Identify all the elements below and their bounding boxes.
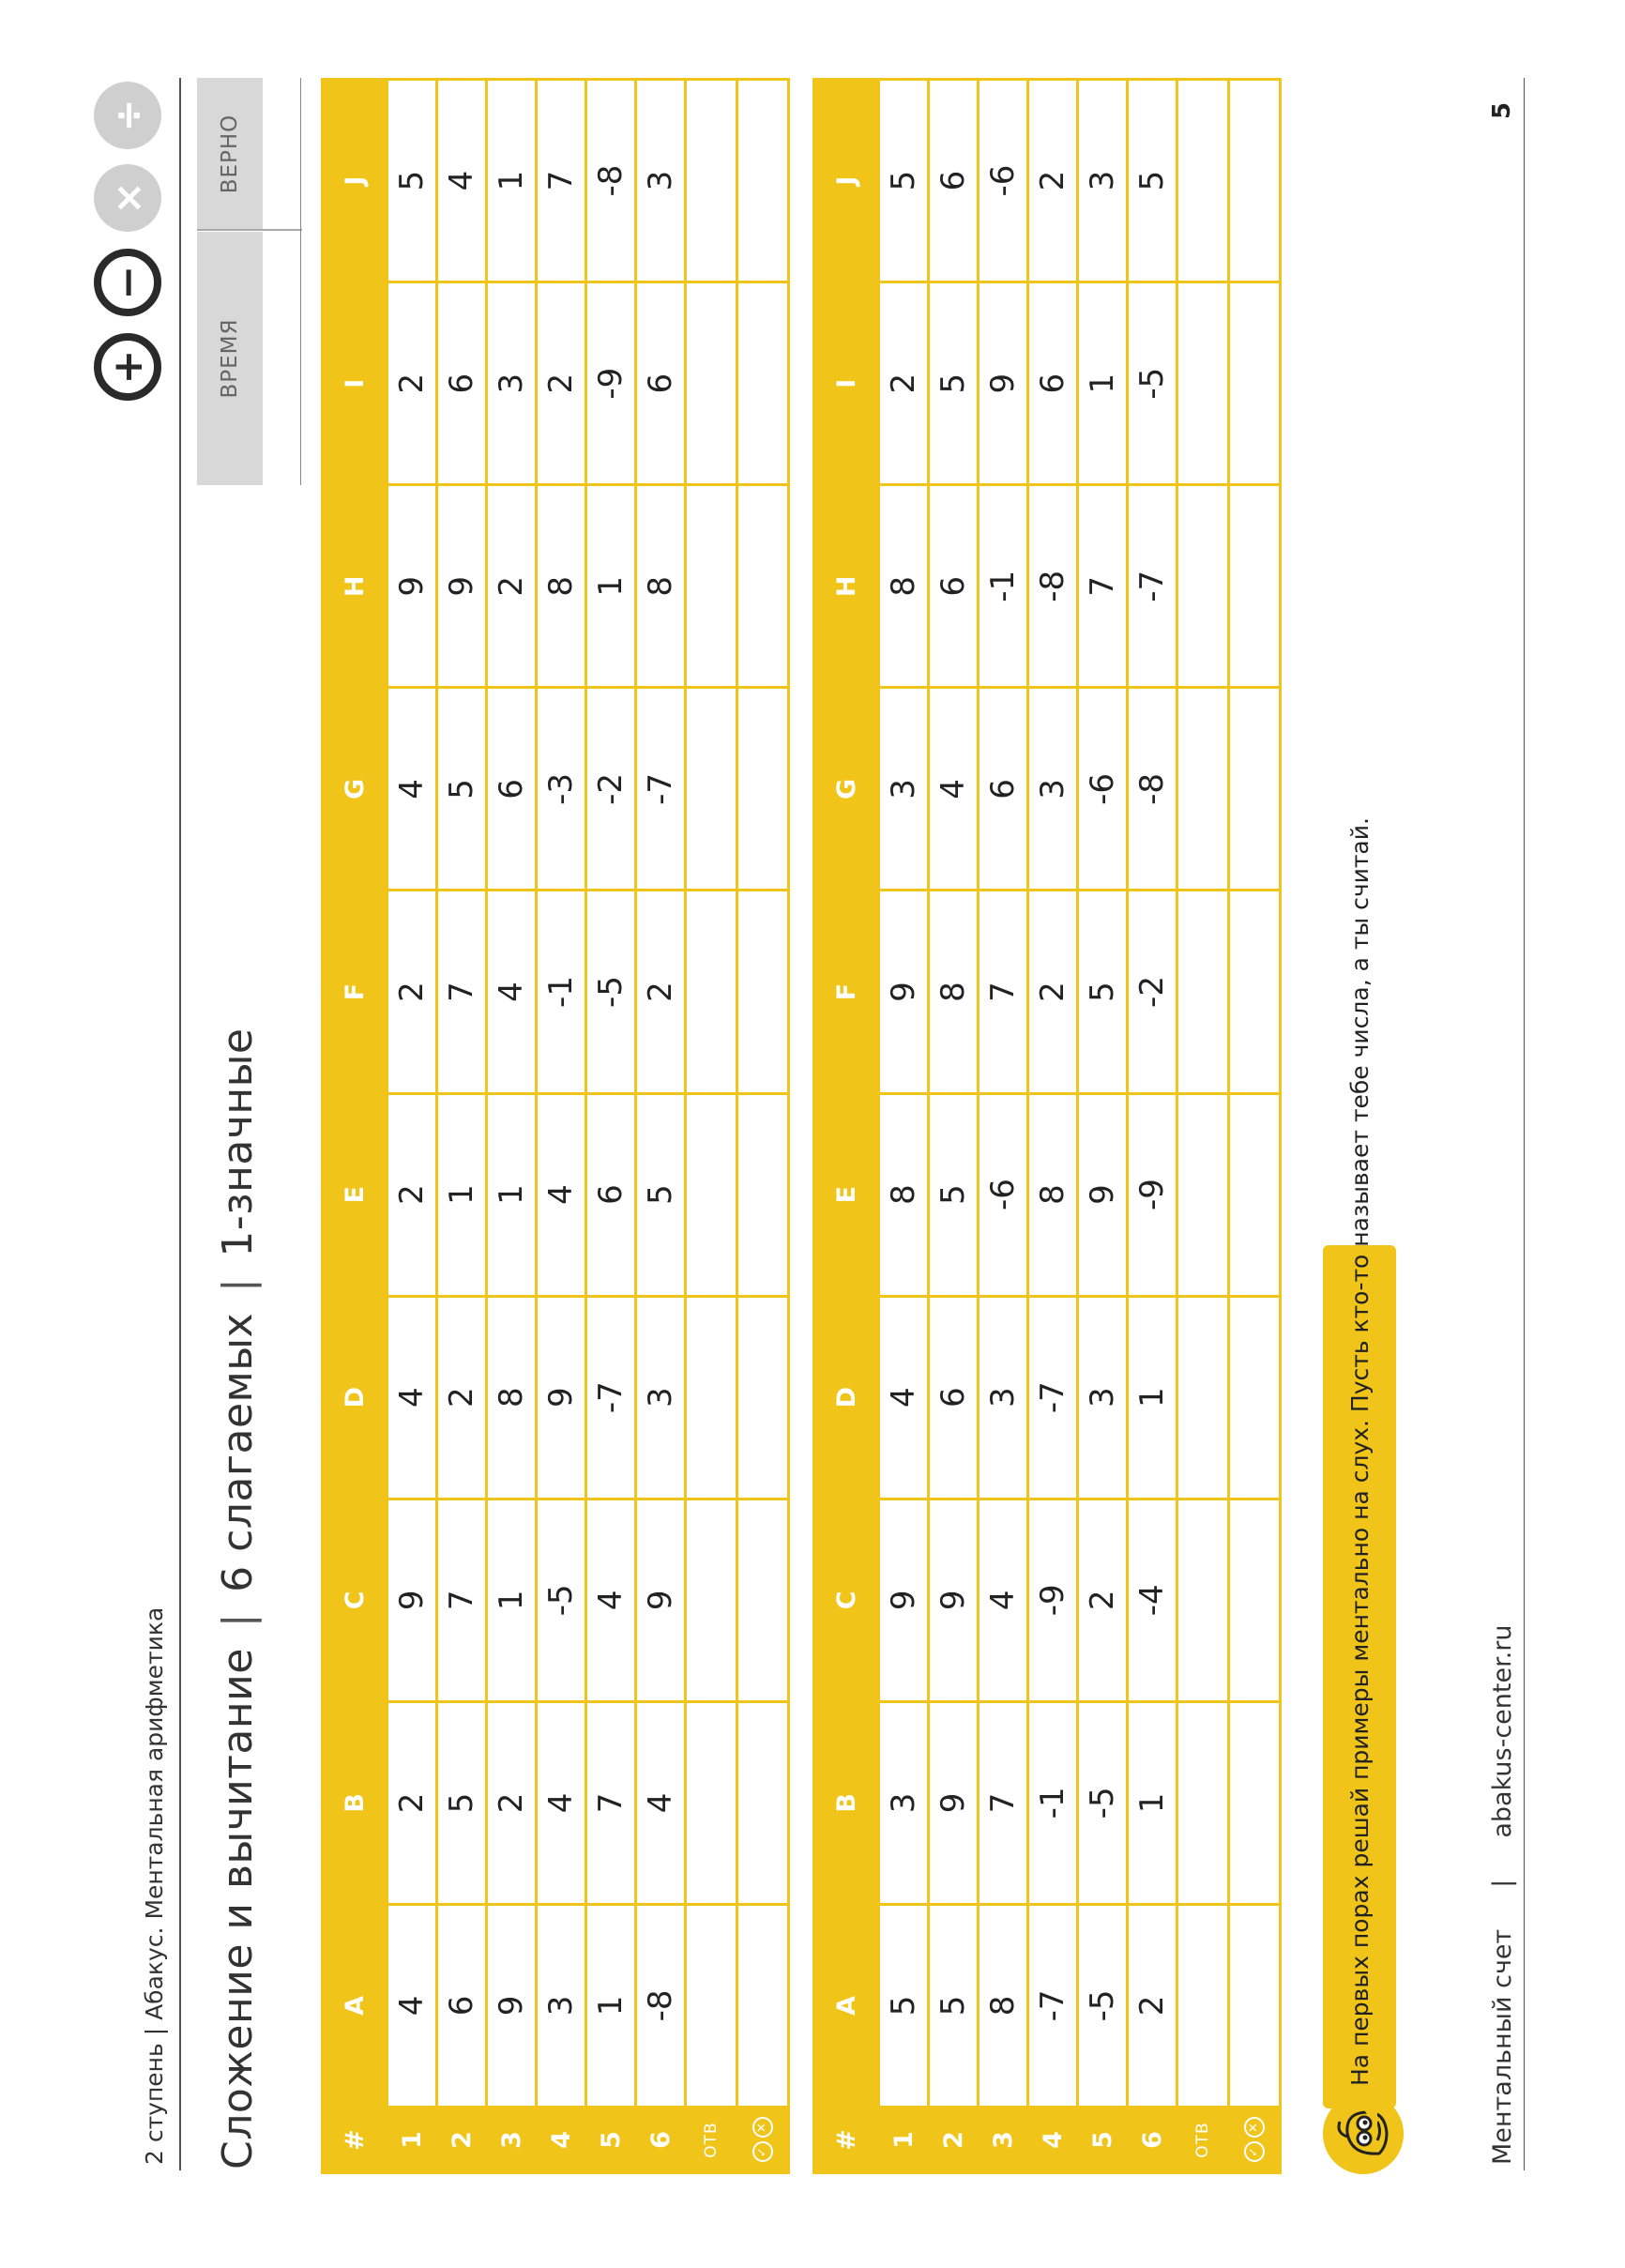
row-number: 4 [537,2108,586,2173]
number-cell: 9 [879,890,929,1093]
answer-input-cell[interactable] [686,282,737,485]
answer-input-cell[interactable] [1177,688,1229,890]
column-header: H [814,485,879,688]
minus-icon: − [94,249,161,316]
number-cell: 2 [387,1093,437,1296]
column-header: H [323,485,387,688]
column-header: D [814,1296,879,1499]
check-input-cell[interactable] [1229,890,1281,1093]
number-cell: 1 [1128,1701,1177,1904]
number-cell: 2 [636,890,686,1093]
answer-input-cell[interactable] [686,1296,737,1499]
check-row [1229,80,1281,2173]
column-header: G [323,688,387,890]
row-number: 6 [1128,2108,1177,2173]
answer-input-cell[interactable] [686,1701,737,1904]
number-cell: -7 [1028,1296,1078,1499]
number-cell: 5 [437,688,487,890]
number-cell: 1 [487,80,537,282]
number-cell: 9 [929,1701,979,1904]
number-cell: 2 [387,282,437,485]
footer-course: Ментальный счет [1488,1928,1517,2165]
number-cell: 2 [879,282,929,485]
check-input-cell[interactable] [737,1904,789,2107]
time-box: ВРЕМЯ [197,232,263,485]
number-cell: 3 [879,688,929,890]
number-cell: 5 [879,1904,929,2107]
answer-label: ОТВ [686,2108,737,2173]
answer-input-cell[interactable] [1177,1296,1229,1499]
number-cell: 6 [636,282,686,485]
check-input-cell[interactable] [1229,1499,1281,1701]
table-row [929,80,979,2173]
hint-bubble: На первых порах решай примеры ментально на слух. Пусть кто-то называет тебе числа, а ты считай. [1323,1245,1396,2108]
number-cell: 4 [387,1904,437,2107]
number-cell: 5 [1128,80,1177,282]
number-cell: 8 [537,485,586,688]
number-cell: -1 [1028,1701,1078,1904]
number-cell: 3 [1078,80,1128,282]
number-cell: -5 [1078,1904,1128,2107]
number-cell: 9 [387,1499,437,1701]
number-cell: -9 [586,282,636,485]
answer-input-cell[interactable] [686,688,737,890]
check-input-cell[interactable] [1229,1093,1281,1296]
number-cell: 3 [537,1904,586,2107]
number-cell: 4 [879,1296,929,1499]
answer-input-cell[interactable] [1177,485,1229,688]
footer-separator: | [1488,1879,1517,1888]
number-cell: 1 [586,1904,636,2107]
table-row [879,80,929,2173]
number-cell: 6 [929,1296,979,1499]
number-cell: 4 [537,1093,586,1296]
table-row [636,80,686,2173]
table-row [1128,80,1177,2173]
table-row [437,80,487,2173]
number-cell: 2 [1078,1499,1128,1701]
number-cell: 4 [586,1499,636,1701]
number-cell: 1 [437,1093,487,1296]
number-cell: -7 [586,1296,636,1499]
check-input-cell[interactable] [737,282,789,485]
answer-input-cell[interactable] [1177,1701,1229,1904]
column-header: I [323,282,387,485]
header-divider [179,78,181,2170]
number-cell: 1 [487,1093,537,1296]
answer-label: ОТВ [1177,2108,1229,2173]
number-cell: -4 [1128,1499,1177,1701]
number-cell: -5 [586,890,636,1093]
number-cell: 5 [1078,890,1128,1093]
number-cell: 4 [537,1701,586,1904]
number-cell: 8 [979,1904,1028,2107]
column-header: G [814,688,879,890]
table-row [1028,80,1078,2173]
row-number: 5 [1078,2108,1128,2173]
number-cell: 8 [1028,1093,1078,1296]
number-cell: -5 [537,1499,586,1701]
row-number: 2 [437,2108,487,2173]
answer-input-cell[interactable] [1177,1093,1229,1296]
check-input-cell[interactable] [1229,80,1281,282]
check-mark-icon: ✓ [752,2142,773,2163]
footer [1488,1625,1517,2166]
header-text: 2 ступень | Абакус. Ментальная арифметика [141,1606,168,2165]
answer-input-cell[interactable] [1177,890,1229,1093]
number-cell: 7 [437,1499,487,1701]
number-cell: 9 [387,485,437,688]
check-input-cell[interactable] [1229,1904,1281,2107]
answer-input-cell[interactable] [1177,1499,1229,1701]
check-row [737,80,789,2173]
number-cell: 2 [437,1296,487,1499]
number-cell: 6 [437,1904,487,2107]
number-cell: 3 [1078,1296,1128,1499]
number-cell: -7 [636,688,686,890]
check-mark-icon: ✓ [1244,2142,1265,2163]
number-cell: 5 [929,1093,979,1296]
row-number: 1 [387,2108,437,2173]
column-header: E [323,1093,387,1296]
number-cell: 7 [586,1701,636,1904]
title-part-operation: Сложение и вычитание [214,1648,262,2169]
column-header: J [323,80,387,282]
title-separator: | [214,1277,262,1292]
check-input-cell[interactable] [1229,282,1281,485]
table-row [537,80,586,2173]
number-cell: 1 [1078,282,1128,485]
number-cell: 7 [979,890,1028,1093]
number-cell: 5 [929,282,979,485]
number-cell: -6 [979,1093,1028,1296]
number-cell: -8 [586,80,636,282]
check-label [1229,2108,1281,2173]
exercise-table-2 [812,78,1282,2174]
page-title [214,1028,262,2169]
number-cell: 6 [487,688,537,890]
column-header: B [814,1701,879,1904]
hash-header: # [323,2108,387,2173]
number-cell: -2 [1128,890,1177,1093]
check-input-cell[interactable] [737,890,789,1093]
number-cell: 4 [437,80,487,282]
footer-site-link[interactable]: abakus-center.ru [1488,1624,1517,1838]
column-header: C [814,1499,879,1701]
row-number: 6 [636,2108,686,2173]
number-cell: 1 [586,485,636,688]
answer-input-cell[interactable] [1177,80,1229,282]
number-cell: 6 [929,80,979,282]
column-header: E [814,1093,879,1296]
check-label [737,2108,789,2173]
header-row [814,80,879,2173]
check-input-cell[interactable] [737,80,789,282]
number-cell: 9 [636,1499,686,1701]
number-cell: 5 [929,1904,979,2107]
times-icon: × [94,164,161,232]
answer-input-cell[interactable] [1177,282,1229,485]
check-input-cell[interactable] [737,1093,789,1296]
number-cell: 4 [487,890,537,1093]
title-separator: | [214,1612,262,1628]
column-header: D [323,1296,387,1499]
number-cell: 3 [979,1296,1028,1499]
check-input-cell[interactable] [1229,485,1281,688]
exercise-table-1 [321,78,790,2174]
time-correct-divider [197,229,302,231]
cross-mark-icon: ✕ [752,2118,773,2139]
footer-divider [1524,78,1525,2170]
number-cell: -1 [537,890,586,1093]
answer-input-cell[interactable] [686,890,737,1093]
number-cell: -5 [1078,1701,1128,1904]
number-cell: 2 [1028,890,1078,1093]
number-cell: -5 [1128,282,1177,485]
number-cell: 9 [929,1499,979,1701]
cross-mark-icon: ✕ [1244,2118,1265,2139]
page-number: 5 [1488,101,1516,119]
number-cell: 7 [979,1701,1028,1904]
column-header: F [323,890,387,1093]
number-cell: 2 [387,1701,437,1904]
number-cell: -1 [979,485,1028,688]
number-cell: 6 [929,485,979,688]
answer-input-cell[interactable] [686,80,737,282]
answer-input-cell[interactable] [686,485,737,688]
number-cell: 6 [586,1093,636,1296]
check-input-cell[interactable] [737,485,789,688]
number-cell: 7 [437,890,487,1093]
number-cell: 9 [537,1296,586,1499]
answer-input-cell[interactable] [686,1093,737,1296]
answer-input-cell[interactable] [686,1904,737,2107]
row-number: 3 [487,2108,537,2173]
number-cell: 8 [487,1296,537,1499]
answer-row [686,80,737,2173]
row-number: 2 [929,2108,979,2173]
number-cell: 6 [437,282,487,485]
column-header: I [814,282,879,485]
number-cell: 8 [879,1093,929,1296]
number-cell: -6 [979,80,1028,282]
answer-input-cell[interactable] [686,1499,737,1701]
check-input-cell[interactable] [737,688,789,890]
title-part-addends: 6 слагаемых [214,1313,262,1592]
check-input-cell[interactable] [737,1701,789,1904]
row-number: 3 [979,2108,1028,2173]
table-row [1078,80,1128,2173]
number-cell: -7 [1028,1904,1078,2107]
check-input-cell[interactable] [1229,688,1281,890]
number-cell: 9 [979,282,1028,485]
number-cell: 4 [636,1701,686,1904]
correct-box: ВЕРНО [197,78,263,230]
header-row [323,80,387,2173]
check-input-cell[interactable] [1229,1296,1281,1499]
number-cell: 9 [1078,1093,1128,1296]
column-header: A [323,1904,387,2107]
number-cell: 5 [636,1093,686,1296]
number-cell: 3 [879,1701,929,1904]
number-cell: 2 [487,485,537,688]
table-row [979,80,1028,2173]
operation-icons [94,82,169,401]
table-row [387,80,437,2173]
check-input-cell[interactable] [1229,1701,1281,1904]
number-cell: 8 [636,485,686,688]
number-cell: 2 [1128,1904,1177,2107]
column-header: B [323,1701,387,1904]
number-cell: 9 [487,1904,537,2107]
number-cell: -7 [1128,485,1177,688]
column-header: J [814,80,879,282]
table-row [586,80,636,2173]
number-cell: -9 [1128,1093,1177,1296]
number-cell: 3 [487,282,537,485]
number-cell: 9 [879,1499,929,1701]
number-cell: -8 [1028,485,1078,688]
number-cell: -9 [1028,1499,1078,1701]
number-cell: -2 [586,688,636,890]
number-cell: 7 [537,80,586,282]
number-cell: 6 [1028,282,1078,485]
plus-icon: + [94,333,161,401]
column-header: A [814,1904,879,2107]
number-cell: 6 [979,688,1028,890]
number-cell: 2 [387,890,437,1093]
number-cell: 4 [929,688,979,890]
column-header: F [814,890,879,1093]
number-cell: 2 [1028,80,1078,282]
answer-row [1177,80,1229,2173]
column-header: C [323,1499,387,1701]
number-cell: 1 [487,1499,537,1701]
number-cell: -6 [1078,688,1128,890]
check-input-cell[interactable] [737,1296,789,1499]
number-cell: 3 [636,1296,686,1499]
number-cell: 7 [1078,485,1128,688]
number-cell: 8 [929,890,979,1093]
number-cell: 2 [537,282,586,485]
row-number: 1 [879,2108,929,2173]
time-correct-underline [300,78,301,485]
row-number: 5 [586,2108,636,2173]
number-cell: 2 [487,1701,537,1904]
answer-input-cell[interactable] [1177,1904,1229,2107]
number-cell: 1 [1128,1296,1177,1499]
number-cell: -8 [636,1904,686,2107]
number-cell: 8 [879,485,929,688]
number-cell: 3 [1028,688,1078,890]
row-number: 4 [1028,2108,1078,2173]
table-row [487,80,537,2173]
number-cell: -8 [1128,688,1177,890]
number-cell: 4 [387,688,437,890]
number-cell: 4 [979,1499,1028,1701]
number-cell: 5 [879,80,929,282]
check-input-cell[interactable] [737,1499,789,1701]
divide-icon: ÷ [94,82,161,149]
number-cell: 4 [387,1296,437,1499]
number-cell: -3 [537,688,586,890]
number-cell: 9 [437,485,487,688]
hash-header: # [814,2108,879,2173]
number-cell: 5 [387,80,437,282]
number-cell: 5 [437,1701,487,1904]
title-part-digits: 1-значные [214,1027,262,1257]
number-cell: 3 [636,80,686,282]
